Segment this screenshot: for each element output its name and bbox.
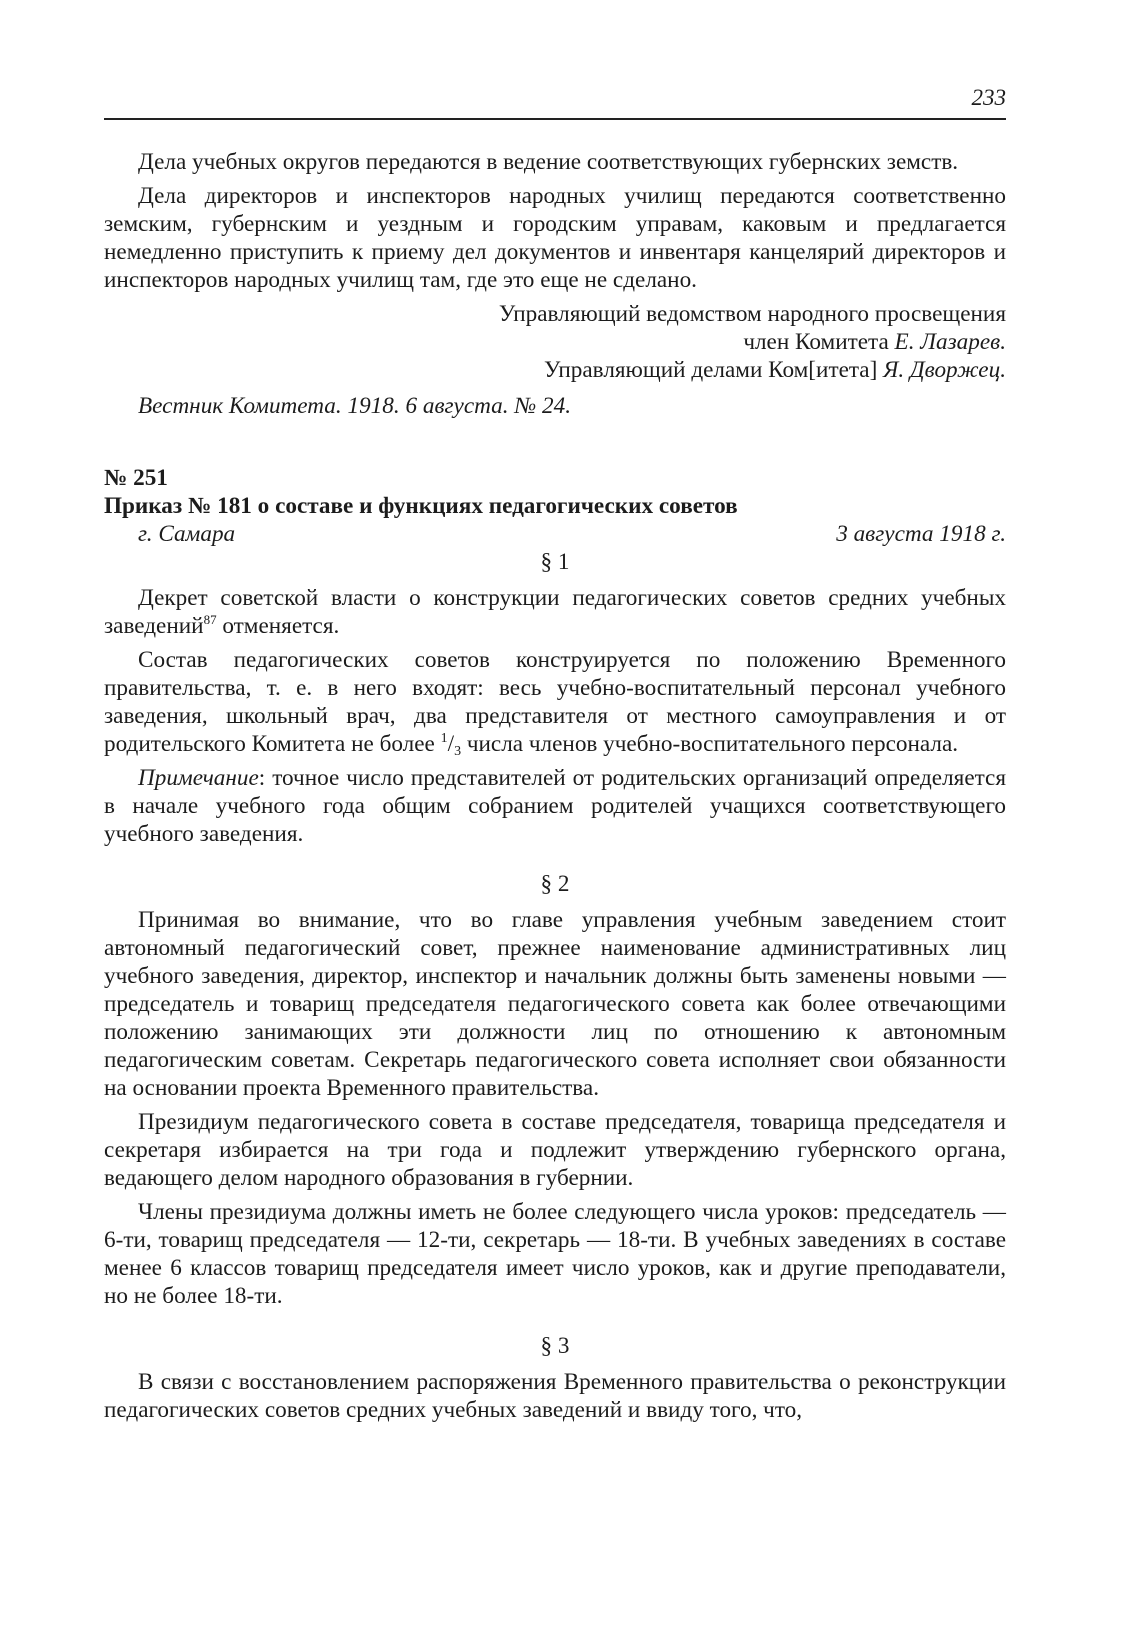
paragraph-text: числа членов учебно-воспитательного персонала. [461, 731, 959, 757]
signature-line [104, 356, 1006, 384]
document-date: 3 августа 1918 г. [836, 521, 1006, 547]
paragraph-text: отменяется. [216, 613, 340, 639]
signatory-name: Я. Дворжец. [883, 357, 1006, 383]
section-mark: § 2 [540, 871, 570, 897]
place-date-line [104, 520, 1006, 548]
document-title: Приказ № 181 о составе и функциях педагогических советов [104, 493, 738, 519]
signature-block [104, 300, 1006, 384]
fraction-denominator: 3 [454, 744, 462, 759]
paragraph: Дела учебных округов передаются в ведение соответствующих губернских земств. [138, 149, 959, 175]
fraction: $^1$/3 [440, 731, 462, 759]
document-number: № 251 [104, 465, 168, 491]
signatory-name: Е. Лазарев. [894, 329, 1006, 355]
paragraph-text: : точное число представителей от родительских организаций определяется в начале учебного года общим собранием родителей учащихся соответствующего учебного заведения. [104, 765, 1006, 847]
paragraph-text: Декрет советской власти о конструкции педагогических советов средних учебных заведений [104, 585, 1006, 639]
document-place: г. Самара [138, 521, 236, 547]
signature-line: Управляющий ведомством народного просвещения [498, 301, 1006, 327]
paragraph [104, 764, 1006, 848]
page-content [104, 84, 1006, 1430]
signature-role: член Комитета [743, 329, 895, 355]
footnote-ref: 87 [203, 612, 217, 627]
fraction-numerator: 1 [440, 731, 448, 746]
header-rule [104, 118, 1006, 120]
note-label: Примечание [138, 765, 259, 791]
paragraph: В связи с восстановлением распоряжения Временного правительства о реконструкции педагогических советов средних учебных заведений и ввиду того, что, [104, 1369, 1006, 1423]
source-citation: Вестник Комитета. 1918. 6 августа. № 24. [138, 393, 571, 419]
paragraph: Принимая во внимание, что во главе управления учебным заведением стоит автономный педагогический совет, прежнее наименование административных лиц учебного заведения, директор, инспектор и начальник должны быть заменены новыми — председатель и товарищ председателя педагогического совета как более отвечающими положению занимающих эти должности лиц по отношению к автономным педагогическим советам. Секретарь педагогического совета исполняет свои обязанности на основании проекта Временного правительства. [104, 907, 1006, 1101]
page-number: 233 [971, 85, 1006, 110]
signature-role: Управляющий делами Ком[итета] [544, 357, 884, 383]
paragraph: Дела директоров и инспекторов народных училищ передаются соответственно земским, губернским и уездным и городским управам, каковым и предлагается немедленно приступить к приему дел документов и инвентаря канцелярий директоров и инспекторов народных училищ там, где это еще не сделано. [104, 183, 1006, 293]
signature-line [104, 328, 1006, 356]
paragraph-text: Состав педагогических советов конструируется по положению Временного правительства, т. е. в него входят: весь учебно-воспитательный персонал учебного заведения, школьный врач, два представителя от местного самоуправления и от родительского Комитета не более [104, 647, 1006, 757]
paragraph: Президиум педагогического совета в составе председателя, товарища председателя и секретаря избирается на три года и подлежит утверждению губернского органа, ведающего делом народного образования в губернии. [104, 1109, 1006, 1191]
section-mark: § 1 [540, 549, 570, 575]
section-mark: § 3 [540, 1333, 570, 1359]
paragraph [104, 646, 1006, 758]
paragraph [104, 584, 1006, 640]
paragraph: Члены президиума должны иметь не более следующего числа уроков: председатель — 6-ти, товарищ председателя — 12-ти, секретарь — 18-ти. В учебных заведениях в составе менее 6 классов товарищ председателя имеет число уроков, как и другие преподаватели, но не более 18-ти. [104, 1199, 1006, 1309]
